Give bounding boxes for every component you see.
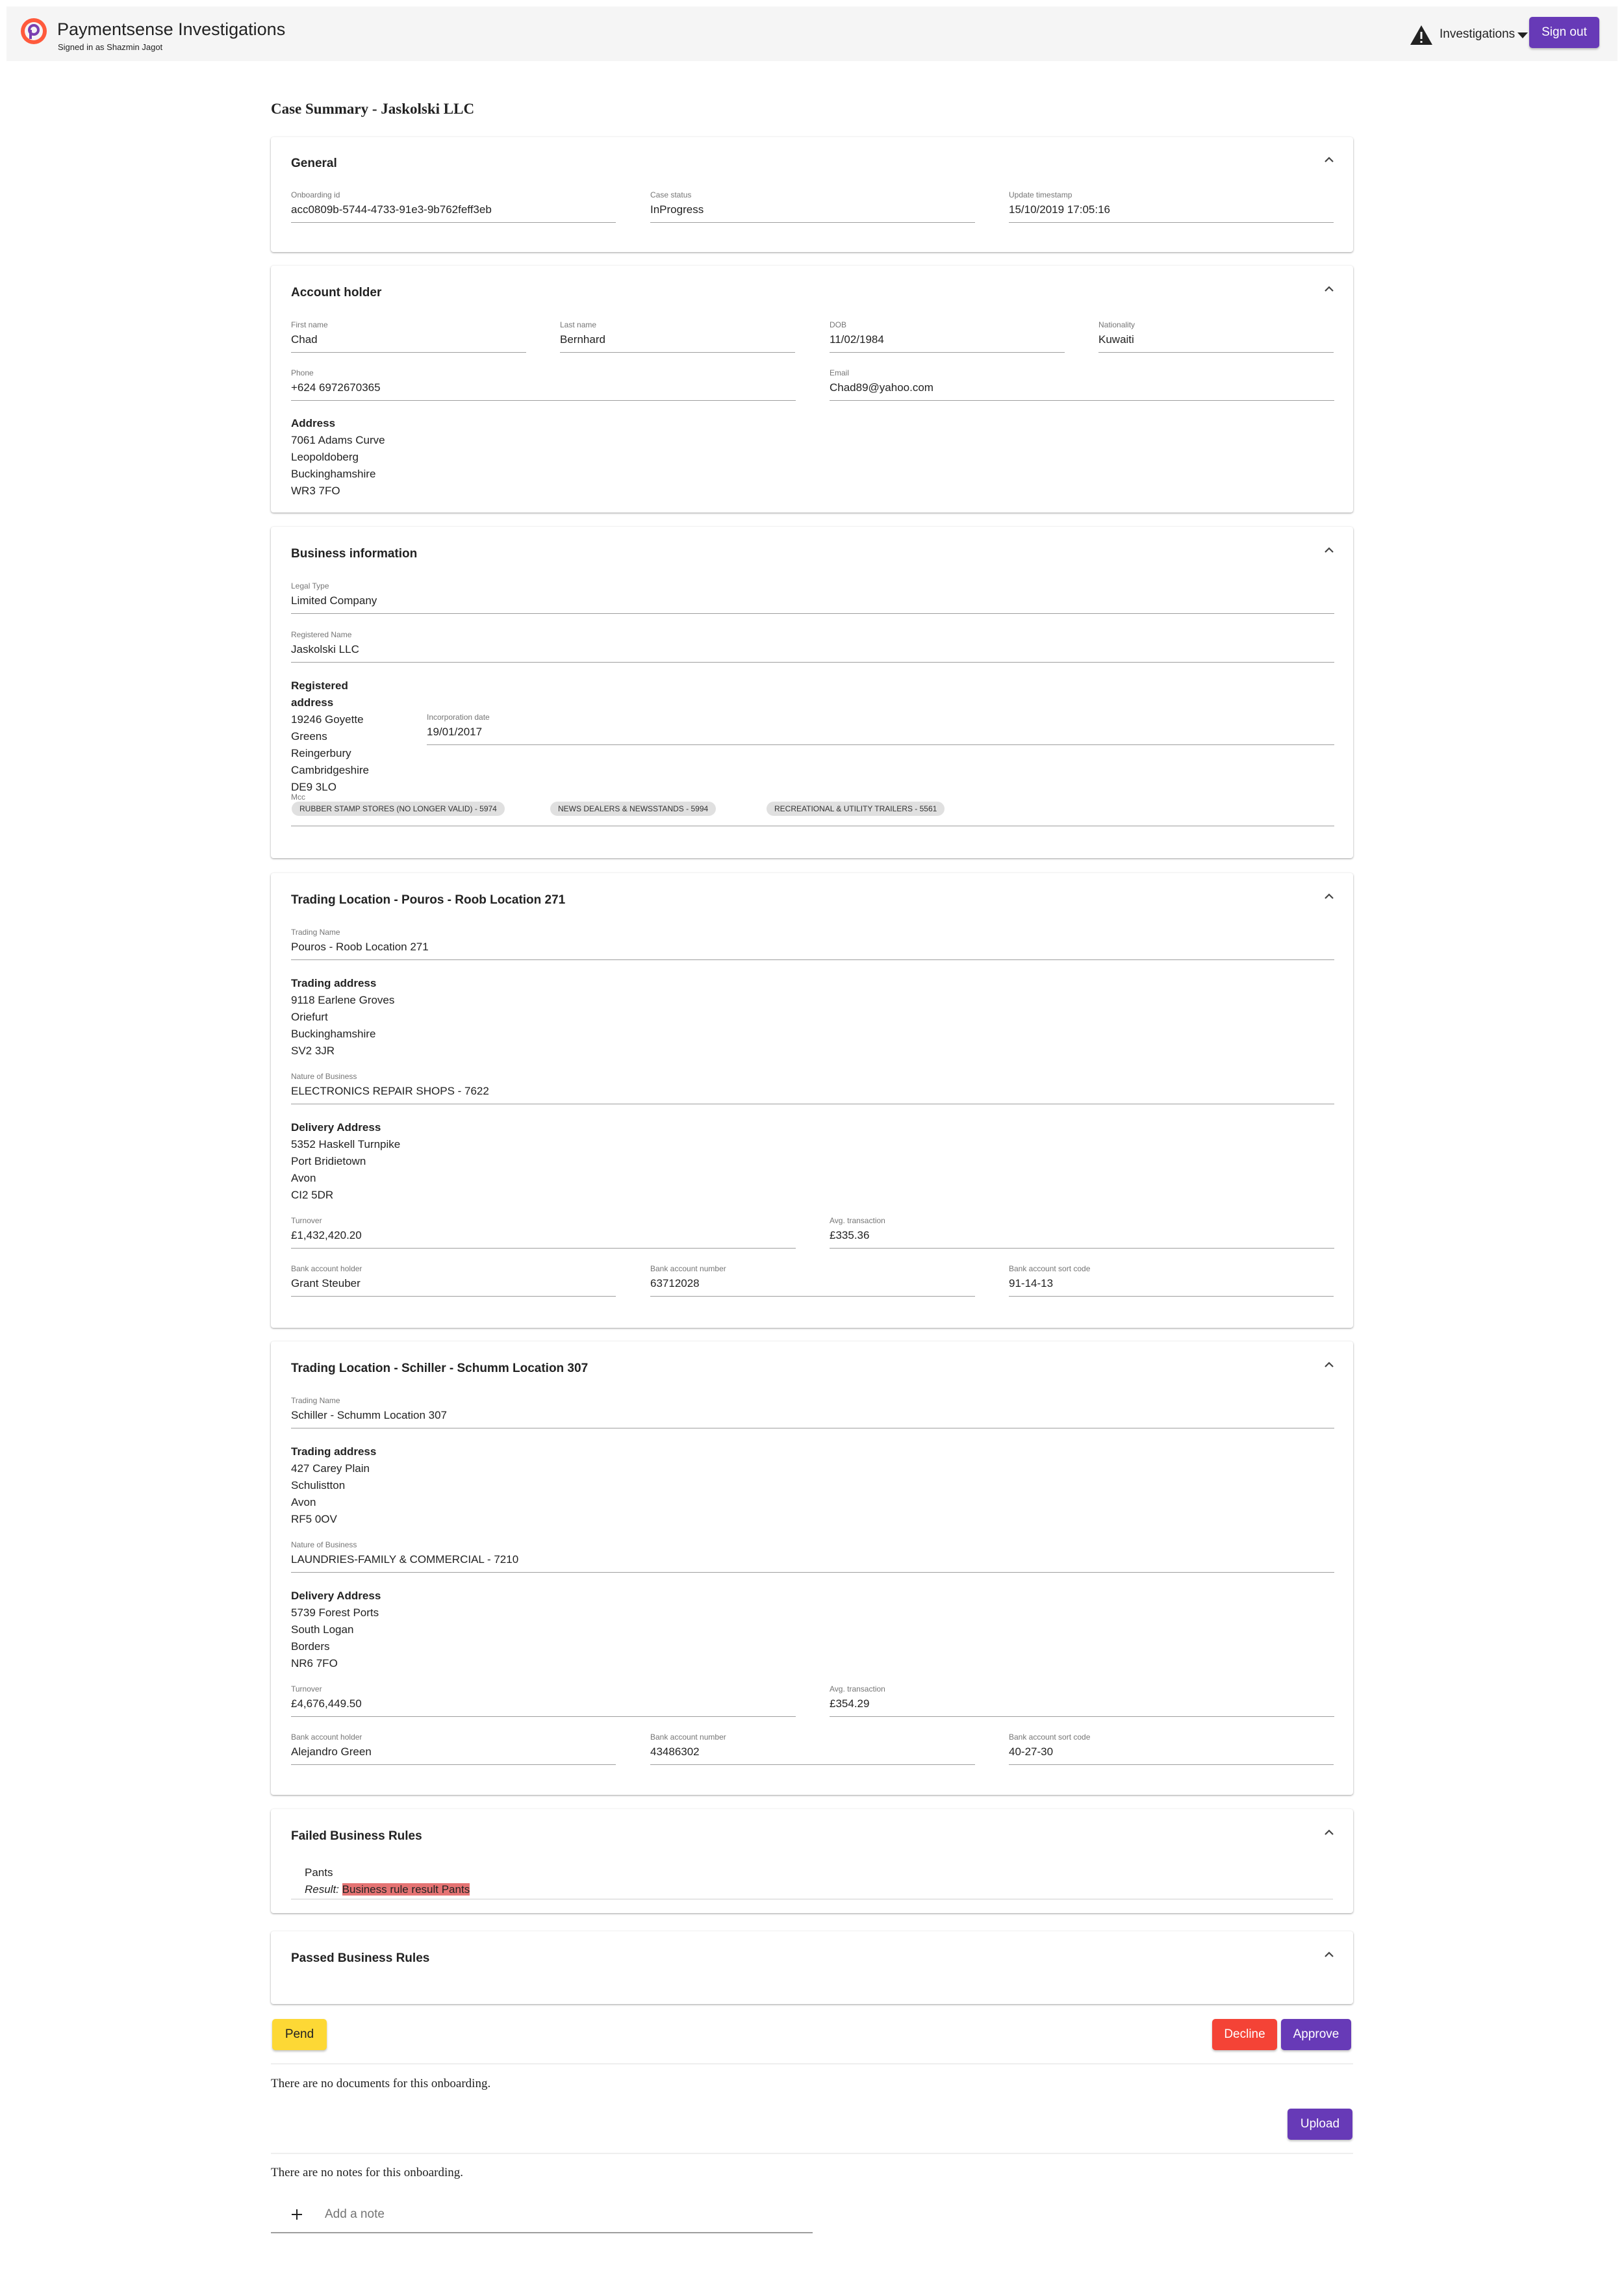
delivery-address-block: Delivery Address 5739 Forest Ports South Logan Borders NR6 7FO (291, 1590, 381, 1669)
phone-field: Phone +624 6972670365 (291, 368, 796, 401)
add-note-input[interactable] (325, 2207, 806, 2222)
bank-account-number-field: Bank account number 43486302 (650, 1732, 975, 1765)
pend-button[interactable]: Pend (272, 2019, 327, 2050)
dob-field: DOB 11/02/1984 (830, 320, 1065, 353)
upload-button[interactable]: Upload (1288, 2109, 1352, 2140)
collapse-icon[interactable] (1323, 1360, 1335, 1368)
delivery-address-block: Delivery Address 5352 Haskell Turnpike Port Bridietown Avon CI2 5DR (291, 1121, 401, 1201)
divider (271, 2063, 1353, 2064)
account-holder-card (271, 266, 1353, 513)
approve-button[interactable]: Approve (1281, 2019, 1351, 2050)
trading-location-title: Trading Location - Pouros - Roob Location 271 (291, 893, 566, 907)
bank-account-holder-field: Bank account holder Grant Steuber (291, 1264, 616, 1297)
avg-transaction-field: Avg. transaction £354.29 (830, 1684, 1334, 1717)
app-title: Paymentsense Investigations (57, 19, 286, 39)
rule-result-highlight: Business rule result Pants (342, 1883, 470, 1896)
notes-empty-text: There are no notes for this onboarding. (271, 2166, 463, 2179)
documents-empty-text: There are no documents for this onboarding. (271, 2077, 491, 2090)
trading-address-block: Trading address 427 Carey Plain Schulistton Avon RF5 0OV (291, 1445, 377, 1525)
trading-location-card (271, 1341, 1353, 1795)
mcc-field: Mcc (291, 793, 1334, 826)
warning-icon (1410, 25, 1433, 45)
address-block: Address 7061 Adams Curve Leopoldoberg Buckinghamshire WR3 7FO (291, 417, 385, 497)
trading-location-title: Trading Location - Schiller - Schumm Location 307 (291, 1362, 589, 1375)
app-bar (6, 6, 1618, 61)
collapse-icon[interactable] (1323, 546, 1335, 553)
bank-account-number-field: Bank account number 63712028 (650, 1264, 975, 1297)
chevron-down-icon[interactable] (1517, 32, 1528, 38)
legal-type-field: Legal Type Limited Company (291, 581, 1334, 614)
collapse-icon[interactable] (1323, 892, 1335, 900)
bank-sort-code-field: Bank account sort code 40-27-30 (1009, 1732, 1334, 1765)
sign-out-button[interactable]: Sign out (1529, 17, 1599, 48)
trading-location-card (271, 873, 1353, 1328)
bank-sort-code-field: Bank account sort code 91-14-13 (1009, 1264, 1334, 1297)
turnover-field: Turnover £1,432,420.20 (291, 1216, 796, 1249)
collapse-icon[interactable] (1323, 155, 1335, 163)
signed-in-text: Signed in as Shazmin Jagot (58, 42, 163, 52)
case-status-field: Case status InProgress (650, 190, 975, 223)
mcc-chip[interactable]: RECREATIONAL & UTILITY TRAILERS - 5561 (767, 802, 945, 816)
trading-name-field: Trading Name Pouros - Roob Location 271 (291, 928, 1334, 960)
update-timestamp-field: Update timestamp 15/10/2019 17:05:16 (1009, 190, 1334, 223)
collapse-icon[interactable] (1323, 1828, 1335, 1836)
decline-button[interactable]: Decline (1212, 2019, 1277, 2050)
mcc-chip[interactable]: NEWS DEALERS & NEWSSTANDS - 5994 (550, 802, 716, 816)
nationality-field: Nationality Kuwaiti (1098, 320, 1334, 353)
avg-transaction-field: Avg. transaction £335.36 (830, 1216, 1334, 1249)
collapse-icon[interactable] (1323, 1950, 1335, 1958)
add-icon[interactable] (291, 2209, 303, 2220)
failed-rules-card (271, 1809, 1353, 1913)
registered-name-field: Registered Name Jaskolski LLC (291, 630, 1334, 663)
page-title: Case Summary - Jaskolski LLC (271, 101, 475, 117)
paymentsense-logo-icon (19, 17, 48, 45)
nature-of-business-field: Nature of Business ELECTRONICS REPAIR SHOPS - 7622 (291, 1072, 1334, 1104)
rule-name: Pants (305, 1866, 333, 1879)
general-card-title: General (291, 157, 337, 170)
note-input-underline (271, 2232, 813, 2233)
turnover-field: Turnover £4,676,449.50 (291, 1684, 796, 1717)
trading-address-block: Trading address 9118 Earlene Groves Oriefurt Buckinghamshire SV2 3JR (291, 977, 395, 1057)
business-info-title: Business information (291, 547, 418, 561)
collapse-icon[interactable] (1323, 285, 1335, 292)
nature-of-business-field: Nature of Business LAUNDRIES-FAMILY & COMMERCIAL - 7210 (291, 1540, 1334, 1573)
bank-account-holder-field: Bank account holder Alejandro Green (291, 1732, 616, 1765)
passed-rules-title: Passed Business Rules (291, 1951, 430, 1965)
divider (271, 2153, 1353, 2154)
onboarding-id-field: Onboarding id acc0809b-5744-4733-91e3-9b762feff3eb (291, 190, 616, 223)
account-holder-title: Account holder (291, 286, 382, 299)
mcc-chip[interactable]: RUBBER STAMP STORES (NO LONGER VALID) - 5974 (292, 802, 505, 816)
failed-rules-title: Failed Business Rules (291, 1829, 422, 1843)
investigations-menu[interactable]: Investigations (1440, 27, 1516, 41)
rule-result: Result: Business rule result Pants (305, 1883, 470, 1896)
first-name-field: First name Chad (291, 320, 526, 353)
trading-name-field: Trading Name Schiller - Schumm Location 307 (291, 1396, 1334, 1428)
incorporation-date-field: Incorporation date 19/01/2017 (427, 713, 1334, 745)
email-field: Email Chad89@yahoo.com (830, 368, 1334, 401)
general-card (271, 137, 1353, 252)
registered-address-block: Registered address 19246 Goyette Greens Reingerbury Cambridgeshire DE9 3LO (291, 679, 369, 793)
passed-rules-card (271, 1931, 1353, 2004)
last-name-field: Last name Bernhard (560, 320, 795, 353)
